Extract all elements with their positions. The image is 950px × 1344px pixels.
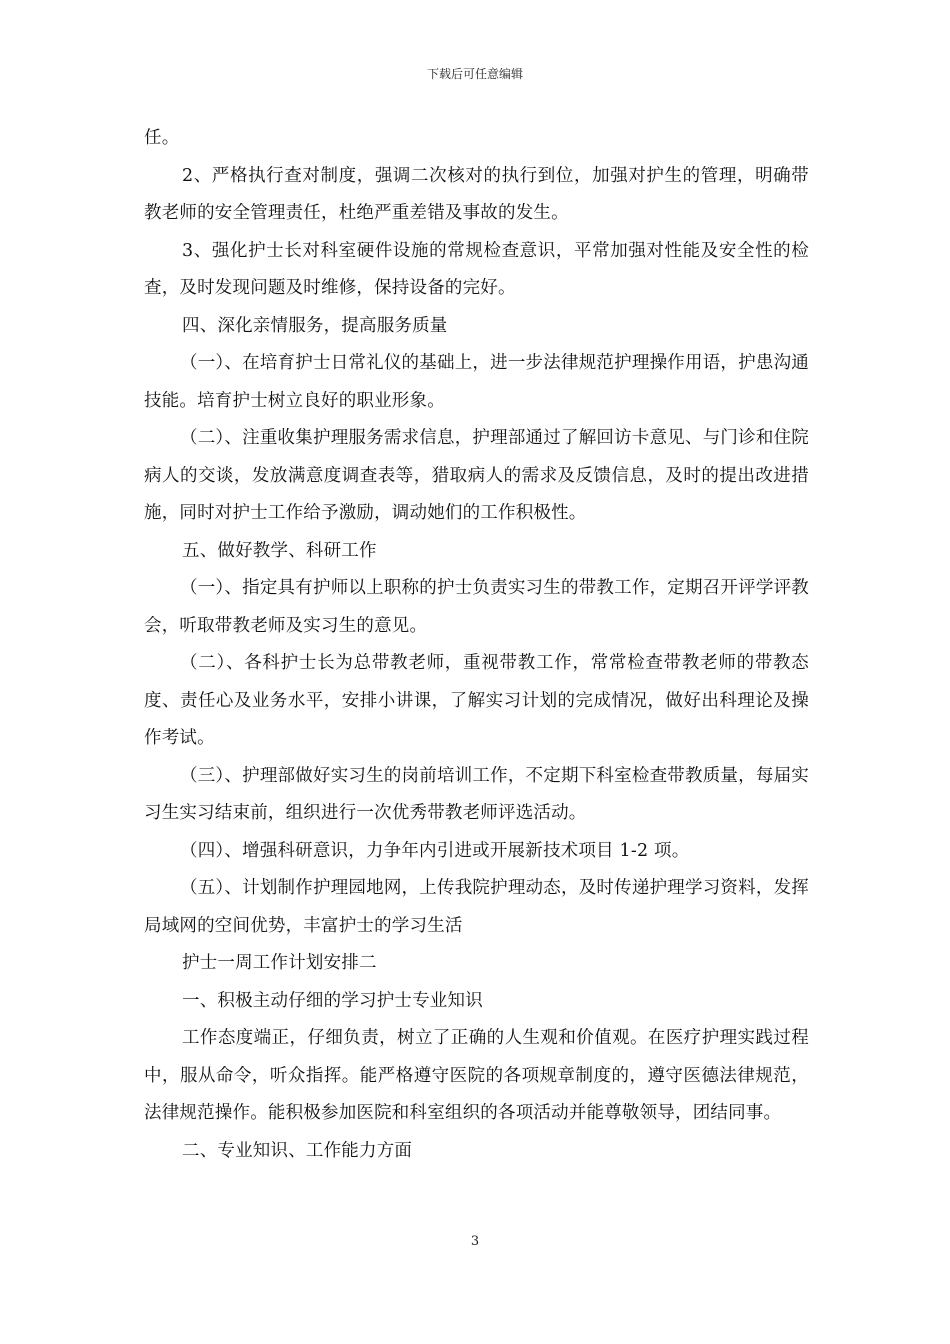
section-heading-2: 二、专业知识、工作能力方面 (182, 1140, 413, 1161)
paragraph-5-3: （三）、护理部做好实习生的岗前培训工作，不定期下科室检查带教质量，每届实习生实习结束前，组织进行一次优秀带教老师评选活动。 (144, 765, 809, 823)
paragraph-4-1: （一）、在培育护士日常礼仪的基础上，进一步法律规范护理操作用语，护患沟通技能。培育护士树立良好的职业形象。 (144, 353, 809, 411)
paragraph-5-5: （五）、计划制作护理园地网，上传我院护理动态，及时传递护理学习资料，发挥局域网的空间优势，丰富护士的学习生活 (144, 878, 809, 936)
paragraph-continuation: 任。 (144, 128, 180, 148)
page-header: 下载后可任意编辑 (426, 67, 523, 81)
plan-title-two: 护士一周工作计划安排二 (182, 953, 377, 973)
paragraph-5-4: （四）、增强科研意识，力争年内引进或开展新技术项目 1-2 项。 (180, 840, 690, 861)
paragraph-5-1: （一）、指定具有护师以上职称的护士负责实习生的带教工作，定期召开评学评教会，听取带教老师及实习生的意见。 (144, 578, 809, 636)
document-body (144, 120, 809, 1170)
paragraph-5-2: （二）、各科护士长为总带教老师，重视带教工作，常常检查带教老师的带教态度、责任心及业务水平，安排小讲课，了解实习计划的完成情况，做好出科理论及操作考试。 (144, 653, 809, 748)
paragraph-item-2: 2、严格执行查对制度，强调二次核对的执行到位，加强对护生的管理，明确带教老师的安全管理责任，杜绝严重差错及事故的发生。 (144, 165, 809, 223)
page-number: 3 (470, 1234, 480, 1249)
paragraph-4-2: （二）、注重收集护理服务需求信息，护理部通过了解回访卡意见、与门诊和住院病人的交谈，发放满意度调查表等，猎取病人的需求及反馈信息，及时的提出改进措施，同时对护士工作给予激励，调动她们的工作积极性。 (144, 428, 809, 523)
paragraph-attitude: 工作态度端正，仔细负责，树立了正确的人生观和价值观。在医疗护理实践过程中，服从命令，听众指挥。能严格遵守医院的各项规章制度的，遵守医德法律规范，法律规范操作。能积极参加医院和科室组织的各项活动并能尊敬领导，团结同事。 (144, 1028, 809, 1123)
section-heading-5: 五、做好教学、科研工作 (182, 540, 377, 561)
section-heading-4: 四、深化亲情服务，提高服务质量 (182, 315, 448, 336)
paragraph-item-3: 3、强化护士长对科室硬件设施的常规检查意识，平常加强对性能及安全性的检查，及时发现问题及时维修，保持设备的完好。 (144, 240, 809, 298)
section-heading-1: 一、积极主动仔细的学习护士专业知识 (182, 990, 483, 1011)
